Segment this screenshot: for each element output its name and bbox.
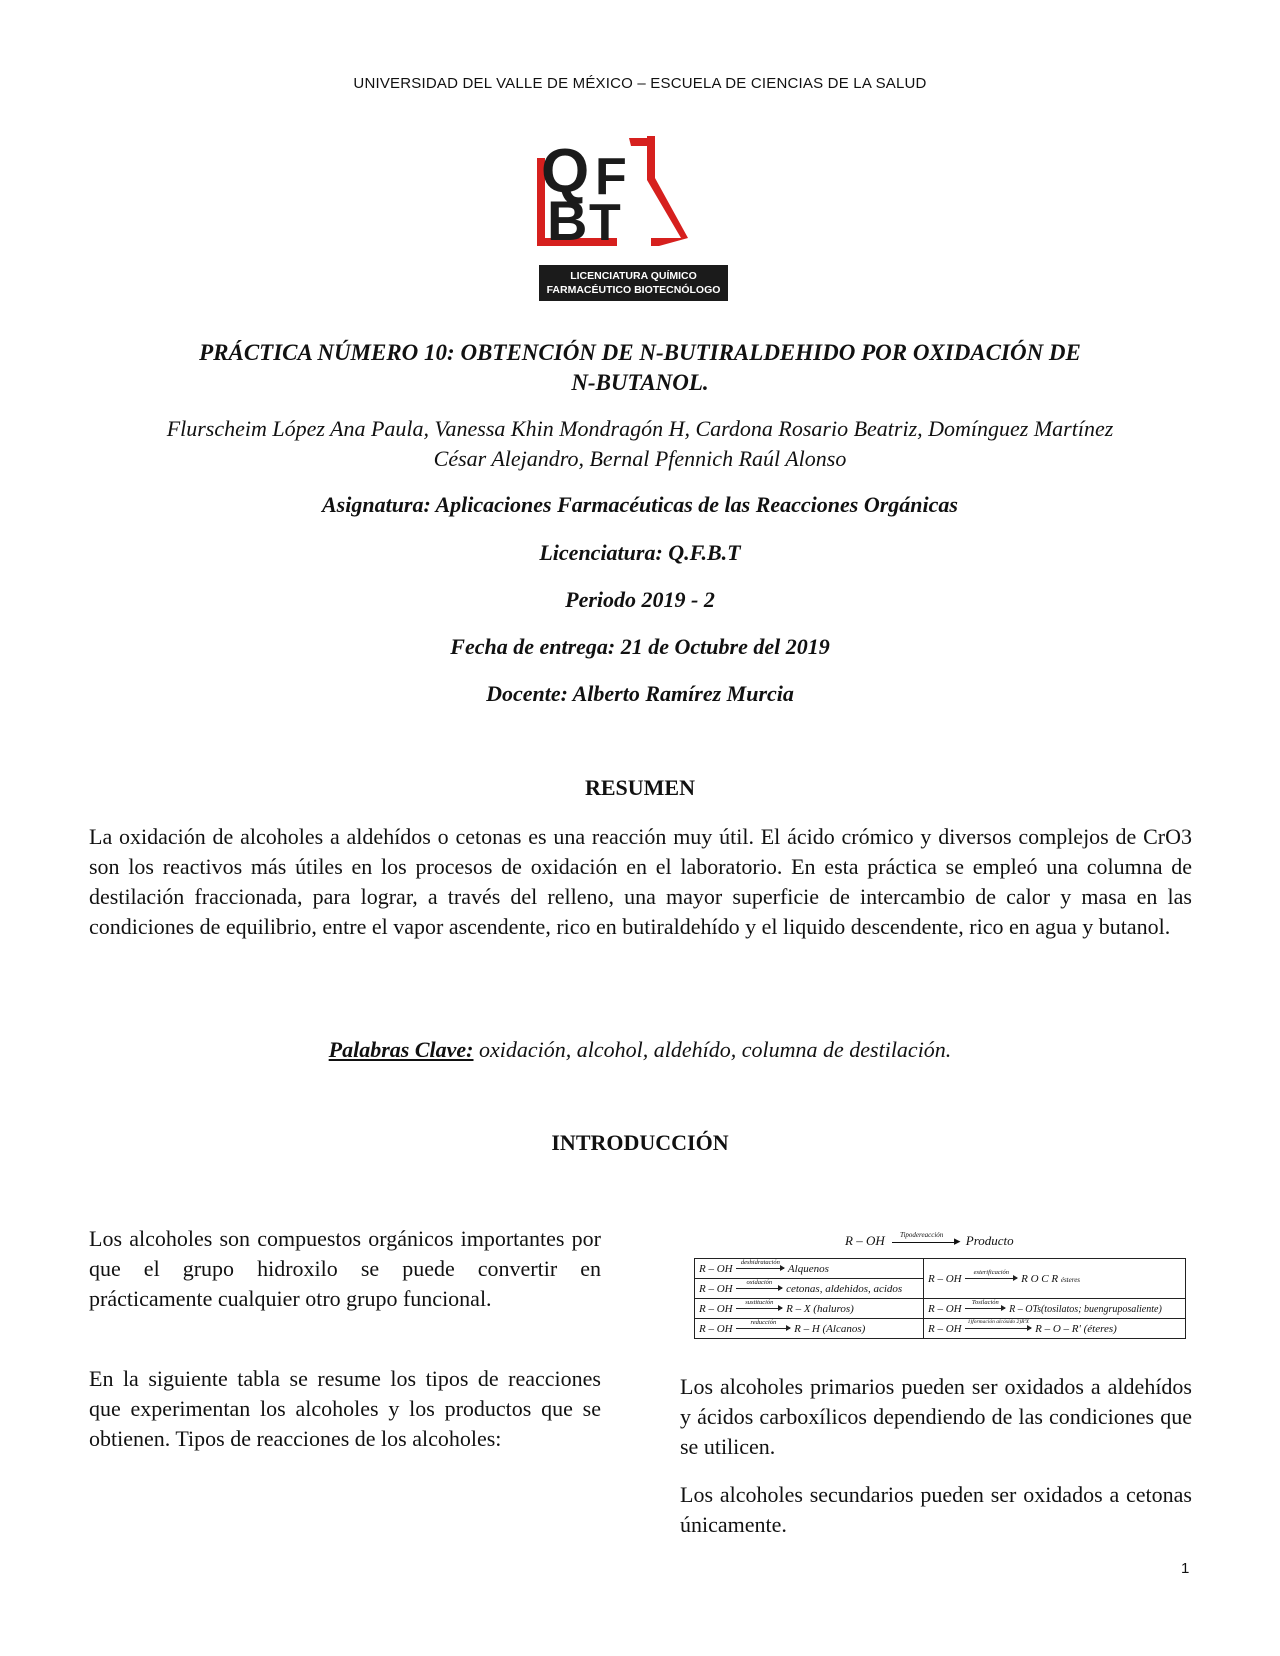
reaction-arrow: [736, 1279, 782, 1289]
cell-reactant: R – OH: [928, 1272, 962, 1285]
cell-reactant: R – OH: [928, 1302, 962, 1315]
reaction-arrow: [965, 1299, 1005, 1309]
table-cell: [924, 1319, 1186, 1339]
introduction-heading: INTRODUCCIÓN: [551, 1130, 729, 1155]
title-line1: PRÁCTICA NÚMERO 10: OBTENCIÓN DE N-BUTIRALDEHIDO POR OXIDACIÓN DE: [199, 340, 1081, 365]
keywords-values: oxidación, alcohol, aldehído, columna de destilación.: [479, 1037, 952, 1062]
table-cell: [695, 1279, 924, 1299]
reaction-arrow: [965, 1269, 1017, 1279]
authors: [80, 414, 1200, 474]
cell-reactant: R – OH: [699, 1302, 733, 1315]
intro-paragraph-4: Los alcoholes secundarios pueden ser oxidados a cetonas únicamente.: [680, 1482, 1192, 1537]
scheme-arrow-label: Tipodereacción: [899, 1230, 944, 1239]
cell-reactant: R – OH: [928, 1322, 962, 1335]
document-title: [120, 338, 1160, 398]
reaction-arrow: [736, 1319, 790, 1329]
cell-reactant: R – OH: [699, 1262, 733, 1275]
arrow-condition: Tosilación: [971, 1299, 999, 1307]
arrow-condition: 1)formación alcóxido 2)R'X: [967, 1319, 1030, 1326]
course-subject: Asignatura: Aplicaciones Farmacéuticas de las Reacciones Orgánicas: [322, 492, 958, 517]
reaction-arrow: [736, 1259, 784, 1269]
scheme-reactant: R – OH: [845, 1233, 885, 1248]
logo-caption: [539, 265, 728, 301]
abstract-heading: RESUMEN: [584, 775, 695, 800]
abstract-body: La oxidación de alcoholes a aldehídos o cetonas es una reacción muy útil. El ácido crómico y diversos complejos de CrO3 son los reactivos más útiles en los procesos de oxidación en el laboratorio. En esta práctica se empleó una columna de destilación fraccionada, para lograr, a través del relleno, una mayor superficie de intercambio de calor y masa en las condiciones de equilibrio, entre el vapor ascendente, rico en butiraldehído y el liquido descendente, rico en agua y butanol.: [89, 824, 1192, 939]
table-cell: [695, 1319, 924, 1339]
period: Periodo 2019 - 2: [565, 587, 715, 612]
reaction-types-table: [694, 1258, 1186, 1339]
arrow-condition: sustitución: [745, 1299, 774, 1307]
scheme-product: Producto: [965, 1233, 1014, 1248]
cell-product: Alquenos: [787, 1262, 829, 1275]
logo-letter-f: F: [595, 148, 627, 206]
page-number: 1: [1181, 1560, 1190, 1577]
logo-caption-line2: FARMACÉUTICO BIOTECNÓLOGO: [546, 284, 721, 296]
arrow-condition: reducción: [750, 1319, 777, 1327]
logo-letter-q: Q: [541, 137, 590, 206]
intro-paragraph-1: Los alcoholes son compuestos orgánicos importantes por que el grupo hidroxilo se puede convertir en prácticamente cualquier otro grupo funcional.: [89, 1226, 601, 1311]
authors-line2: César Alejandro, Bernal Pfennich Raúl Alonso: [433, 446, 847, 471]
arrow-condition: esterificación: [973, 1269, 1010, 1277]
table-cell: [695, 1259, 924, 1279]
cell-note: ésteres: [1060, 1275, 1081, 1284]
keywords-label: Palabras Clave:: [328, 1037, 474, 1062]
reaction-arrow: [736, 1299, 782, 1309]
reaction-scheme-header: R – OH Tipodereacción ▸ Producto: [845, 1230, 1014, 1248]
cell-product: R – H (Alcanos): [794, 1322, 866, 1335]
instructor: Docente: Alberto Ramírez Murcia: [486, 681, 794, 706]
intro-paragraph-3: Los alcoholes primarios pueden ser oxidados a aldehídos y ácidos carboxílicos dependiendo de las condiciones que se utilicen.: [680, 1374, 1192, 1459]
table-row: [695, 1259, 1186, 1279]
cell-product: R – OTs(tosilatos; buengruposaliente): [1009, 1303, 1162, 1315]
cell-reactant: R – OH: [699, 1322, 733, 1335]
logo-caption-line1: LICENCIATURA QUÍMICO: [570, 270, 697, 282]
cell-product: R – X (haluros): [786, 1302, 854, 1315]
title-line2: N-BUTANOL.: [571, 370, 709, 395]
degree: Licenciatura: Q.F.B.T: [539, 540, 741, 565]
reaction-arrow: [965, 1319, 1031, 1329]
table-row: [695, 1319, 1186, 1339]
table-cell: [924, 1299, 1186, 1319]
cell-reactant: R – OH: [699, 1282, 733, 1295]
logo-letter-t: T: [589, 194, 621, 252]
running-header: UNIVERSIDAD DEL VALLE DE MÉXICO – ESCUELA DE CIENCIAS DE LA SALUD: [353, 75, 927, 92]
cell-product: R – O – R' (éteres): [1035, 1322, 1117, 1335]
logo-letter-b: B: [547, 189, 588, 252]
authors-line1: Flurscheim López Ana Paula, Vanessa Khin Mondragón H, Cardona Rosario Beatriz, Domínguez Martínez: [166, 416, 1114, 441]
intro-paragraph-2: En la siguiente tabla se resume los tipos de reacciones que experimentan los alcoholes y los productos que se obtienen. Tipos de reacciones de los alcoholes:: [89, 1366, 601, 1451]
arrow-condition: deshidratación: [740, 1259, 780, 1267]
table-cell: [924, 1259, 1186, 1299]
table-cell: [695, 1299, 924, 1319]
cell-product: R O C R: [1021, 1272, 1059, 1285]
arrow-condition: oxidación: [746, 1279, 773, 1287]
table-row: [695, 1299, 1186, 1319]
cell-product: cetonas, aldehidos, acidos: [786, 1282, 903, 1295]
qfbt-logo: [533, 128, 733, 304]
due-date: Fecha de entrega: 21 de Octubre del 2019: [450, 634, 830, 659]
keywords: [0, 1037, 1280, 1063]
